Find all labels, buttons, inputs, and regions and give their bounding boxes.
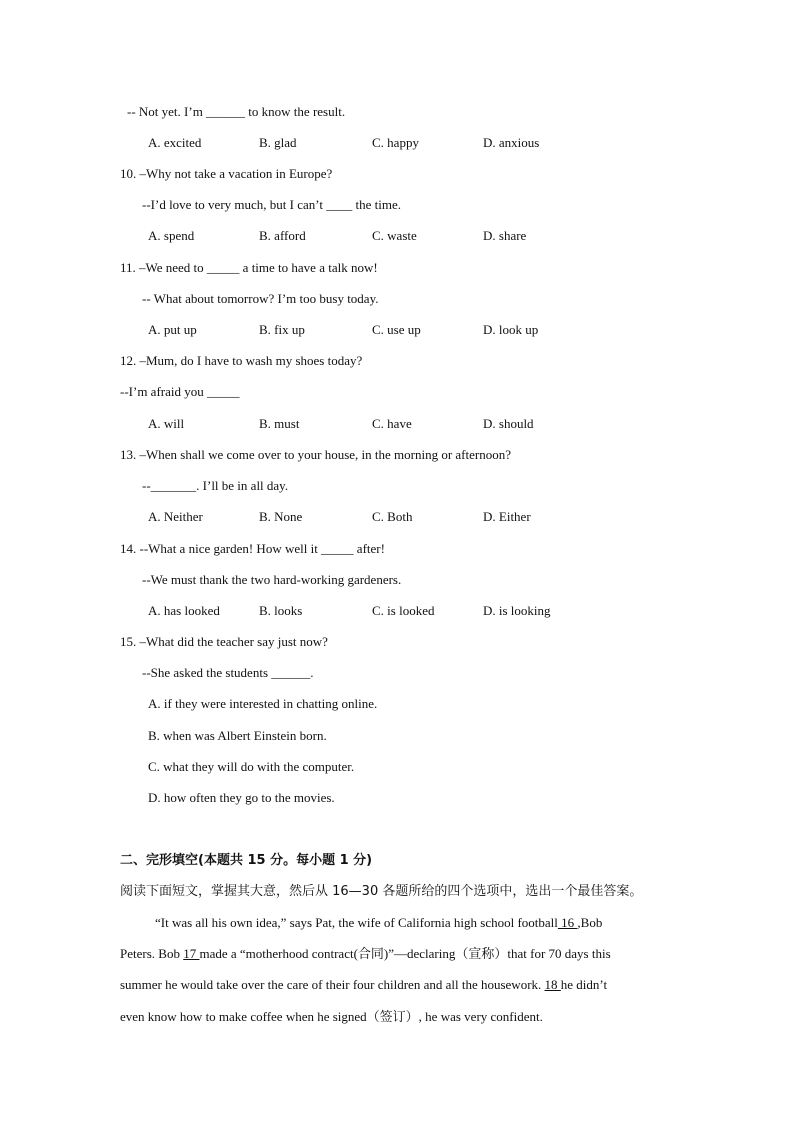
q15-option-d: D. how often they go to the movies. bbox=[148, 790, 335, 805]
q13-option-c: C. Both bbox=[372, 509, 413, 524]
q10-option-a: A. spend bbox=[148, 228, 195, 243]
q9-option-b: B. glad bbox=[259, 135, 297, 150]
q15-option-c: C. what they will do with the computer. bbox=[148, 759, 355, 774]
q11-answer-line: -- What about tomorrow? I’m too busy today. bbox=[142, 291, 379, 306]
passage-line-3 bbox=[120, 977, 607, 993]
q14-option-a: A. has looked bbox=[148, 603, 220, 618]
passage-line-2 bbox=[120, 946, 611, 962]
q11-option-a: A. put up bbox=[148, 322, 197, 337]
passage-line-1 bbox=[155, 915, 602, 931]
q13-option-b: B. None bbox=[259, 509, 303, 524]
q15-option-a: A. if they were interested in chatting online. bbox=[148, 696, 378, 711]
q13-answer-line: --_______. I’ll be in all day. bbox=[142, 478, 289, 493]
q9-option-a: A. excited bbox=[148, 135, 202, 150]
passage-text: he didn’t bbox=[560, 977, 608, 992]
q12-option-d: D. should bbox=[483, 416, 534, 431]
q10-option-c: C. waste bbox=[372, 228, 417, 243]
q10-option-b: B. afford bbox=[259, 228, 306, 243]
q14-question: 14. --What a nice garden! How well it _____ after! bbox=[120, 541, 385, 556]
q15-answer-line: --She asked the students ______. bbox=[142, 665, 314, 680]
q12-option-b: B. must bbox=[259, 416, 300, 431]
q9-option-d: D. anxious bbox=[483, 135, 540, 150]
blank-16: 16 bbox=[557, 915, 578, 930]
passage-text: “It was all his own idea,” says Pat, the wife of California high school football bbox=[155, 915, 558, 930]
q13-question: 13. –When shall we come over to your house, in the morning or afternoon? bbox=[120, 447, 511, 462]
q13-option-d: D. Either bbox=[483, 509, 531, 524]
q9-answer-line: -- Not yet. I’m ______ to know the result. bbox=[127, 104, 346, 119]
passage-text: Peters. Bob bbox=[120, 946, 184, 961]
q15-option-b: B. when was Albert Einstein born. bbox=[148, 728, 327, 743]
q14-option-c: C. is looked bbox=[372, 603, 435, 618]
q11-question: 11. –We need to _____ a time to have a talk now! bbox=[120, 260, 378, 275]
q15-question: 15. –What did the teacher say just now? bbox=[120, 634, 328, 649]
q11-option-d: D. look up bbox=[483, 322, 539, 337]
section-instruction: 阅读下面短文，掌握其大意，然后从 16—30 各题所给的四个选项中，选出一个最佳答案。 bbox=[120, 884, 643, 899]
q10-option-d: D. share bbox=[483, 228, 527, 243]
q12-option-c: C. have bbox=[372, 416, 412, 431]
passage-text: ,Bob bbox=[577, 915, 603, 930]
q11-option-b: B. fix up bbox=[259, 322, 305, 337]
q13-option-a: A. Neither bbox=[148, 509, 203, 524]
q11-option-c: C. use up bbox=[372, 322, 421, 337]
q9-option-c: C. happy bbox=[372, 135, 419, 150]
blank-18: 18 bbox=[544, 977, 561, 992]
section-heading: 二、完形填空(本题共 15 分。每小题 1 分) bbox=[120, 853, 373, 868]
blank-17: 17 bbox=[183, 946, 200, 961]
passage-text: summer he would take over the care of their four children and all the housework. bbox=[120, 977, 545, 992]
q10-question: 10. –Why not take a vacation in Europe? bbox=[120, 166, 333, 181]
passage-line-4: even know how to make coffee when he signed（签订）, he was very confident. bbox=[120, 1009, 543, 1024]
passage-text: made a “motherhood contract(合同)”—declaring（宣称）that for 70 days this bbox=[199, 946, 611, 961]
q10-answer-line: --I’d love to very much, but I can’t ____ the time. bbox=[142, 197, 401, 212]
q12-answer-line: --I’m afraid you _____ bbox=[120, 384, 240, 399]
q14-answer-line: --We must thank the two hard-working gardeners. bbox=[142, 572, 402, 587]
q14-option-b: B. looks bbox=[259, 603, 303, 618]
q12-option-a: A. will bbox=[148, 416, 185, 431]
q14-option-d: D. is looking bbox=[483, 603, 551, 618]
q12-question: 12. –Mum, do I have to wash my shoes today? bbox=[120, 353, 363, 368]
